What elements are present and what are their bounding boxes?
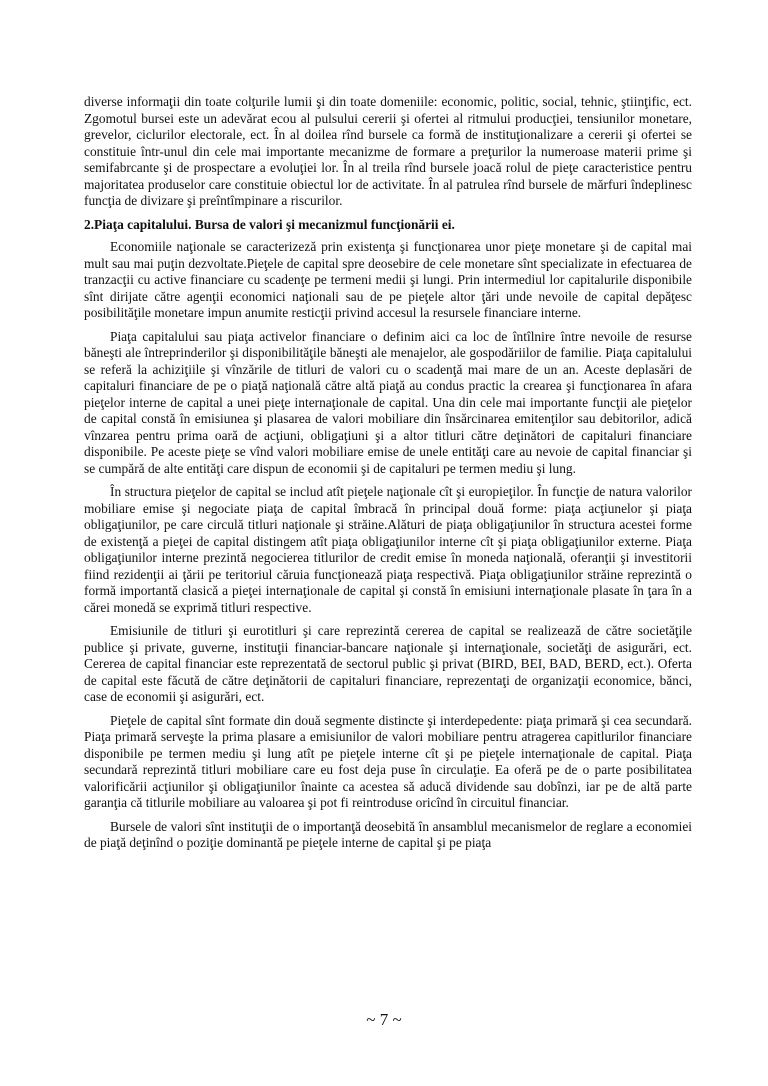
document-page: [84, 94, 692, 859]
paragraph-continuation: diverse informaţii din toate colţurile lumii şi din toate domeniile: economic, politic, social, tehnic, ştiinţific, ect. Zgomotul bursei este un adevărat ecou al pulsului cererii şi ofertei al ritmului producţiei, tensiunilor monetare, grevelor, ciclurilor electorale, ect. În al doilea rînd bursele ca formă de instituţionalizare a cererii şi ofertei se constituie într-unul din cele mai importante mecanizme de formare a preţurilor la numeroase materii prime şi semifabrcante şi de prospectare a evoluţiei lor. În al treila rînd bursele joacă rolul de pieţe caracteristice pentru majoritatea produselor care constituie obiectul lor de activitate. În al patrulea rînd bursele de mărfuri îndeplinesc funcţia de divizare şi preîntîmpinare a riscurilor.: [84, 94, 692, 208]
page-number: ~ 7 ~: [366, 1010, 402, 1029]
paragraph: În structura pieţelor de capital se includ atît pieţele naţionale cît şi europieţilor. În funcţie de natura valorilor mobiliare emise şi negociate piaţa de capital îmbracă în principal două forme: piaţa acţiunelor şi piaţa obligaţiunilor, pe care circulă titluri naţionale şi străine.Alături de piaţa obligaţiunilor în structura acestei forme de existenţă a pieţei de capital distingem atît piaţa obligaţiunilor interne cît şi piaţa obligaţiunilor externe. Piaţa obligaţiunilor interne prezintă negocierea titlurilor de credit emise în moneda naţională, oferanţii şi investitorii fiind rezidenţii ai ţării pe teritoriul căruia funcţionează piaţa respectivă. Piaţa obligaţiunilor străine reprezintă o formă importantă clasică a pieţei internaţionale de capital şi constă în emisiuni internaţionale plasate în ţara în a cărei monedă se exprimă titluri respective.: [84, 484, 692, 615]
section-heading: 2.Piaţa capitalului. Bursa de valori şi mecanizmul funcţionării ei.: [84, 216, 455, 232]
paragraph: Pieţele de capital sînt formate din două segmente distincte şi interdepedente: piaţa primară şi cea secundară. Piaţa primară serveşte la prima plasare a emisiunilor de valori mobiliare pentru atragerea capitlurilor financiare disponibile pe termen mediu şi lung atît pe pieţele interne cît şi pe pieţele internaţionale de capital. Piaţa secundară reprezintă titluri mobiliare care eu fost deja puse în circulaţie. Ea oferă pe de o parte posibilitatea valorificării acţiunilor şi obligaţiunilor înainte ca acestea să aducă dividende sau dobînzi, iar pe de altă parte garanţia că titlurile mobiliare au valoarea şi pot fi reintroduse oricînd în circuitul financiar.: [84, 712, 692, 810]
paragraph: Emisiunile de titluri şi eurotitluri şi care reprezintă cererea de capital se realizează de către societăţile publice şi private, guverne, instituţii financiar-bancare naţionale şi internaţionale, societăţi de asigurări, ect. Cererea de capital financiar este reprezentată de sectorul public şi privat (BIRD, BEI, BAD, BERD, ect.). Oferta de capital este făcută de către deţinătorii de capitaluri financiare, reprezentaţi de organizaţii economice, bănci, case de economii şi asigurări, ect.: [84, 623, 692, 704]
paragraph: Bursele de valori sînt instituţii de o importanţă deosebită în ansamblul mecanismelor de reglare a economiei de piaţă deţinînd o poziţie dominantă pe pieţele interne de capital şi pe piaţa: [84, 818, 692, 850]
paragraph: Piaţa capitalului sau piaţa activelor financiare o definim aici ca loc de întîlnire între nevoile de resurse băneşti ale întreprinderilor şi disponibilităţile băneşti ale menajelor, ale gospodăriilor de familie. Piaţa capitalului se referă la achiziţiile şi vînzările de titluri de valori cu o scadenţă mai mare de un an. Aceste deplasări de capitaluri financiare de pe o piaţă naţională către altă piaţă au condus practic la crearea şi funcţionarea în afara pieţelor interne de capital a unei pieţe internaţionale de capital. Una din cele mai importante funcţii ale pieţelor de capital constă în emisiunea şi plasarea de valori mobiliare din însărcinarea emitenţilor sau debitorilor, adică vînzarea pentru prima oară de acţiuni, obligaţiuni şi a altor titluri către deţinători de capitaluri financiare disponibile. Pe aceste pieţe se vînd valori mobiliare emise de unele entităţi care au nevoie de capital financiar şi se cumpără de alte entităţi care dispun de economii şi de capitaluri pe termen mediu şi lung.: [84, 328, 692, 476]
paragraph: Economiile naţionale se caracterizeză prin existenţa şi funcţionarea unor pieţe monetare şi de capital mai mult sau mai puţin dezvoltate.Pieţele de capital spre deosebire de cele monetare sînt specializate in efectuarea de tranzacţii cu active financiare cu scadenţe pe termeni medii şi lungi. Prin intermediul lor capitalurile disponibile sînt dirijate către agenţii economici naţionali sau de pe pieţele altor ţări unde nevoile de capital depăţesc posibilităţile monetare impun anumite resticţii privind accesul la resursele financiare interne.: [84, 239, 692, 320]
